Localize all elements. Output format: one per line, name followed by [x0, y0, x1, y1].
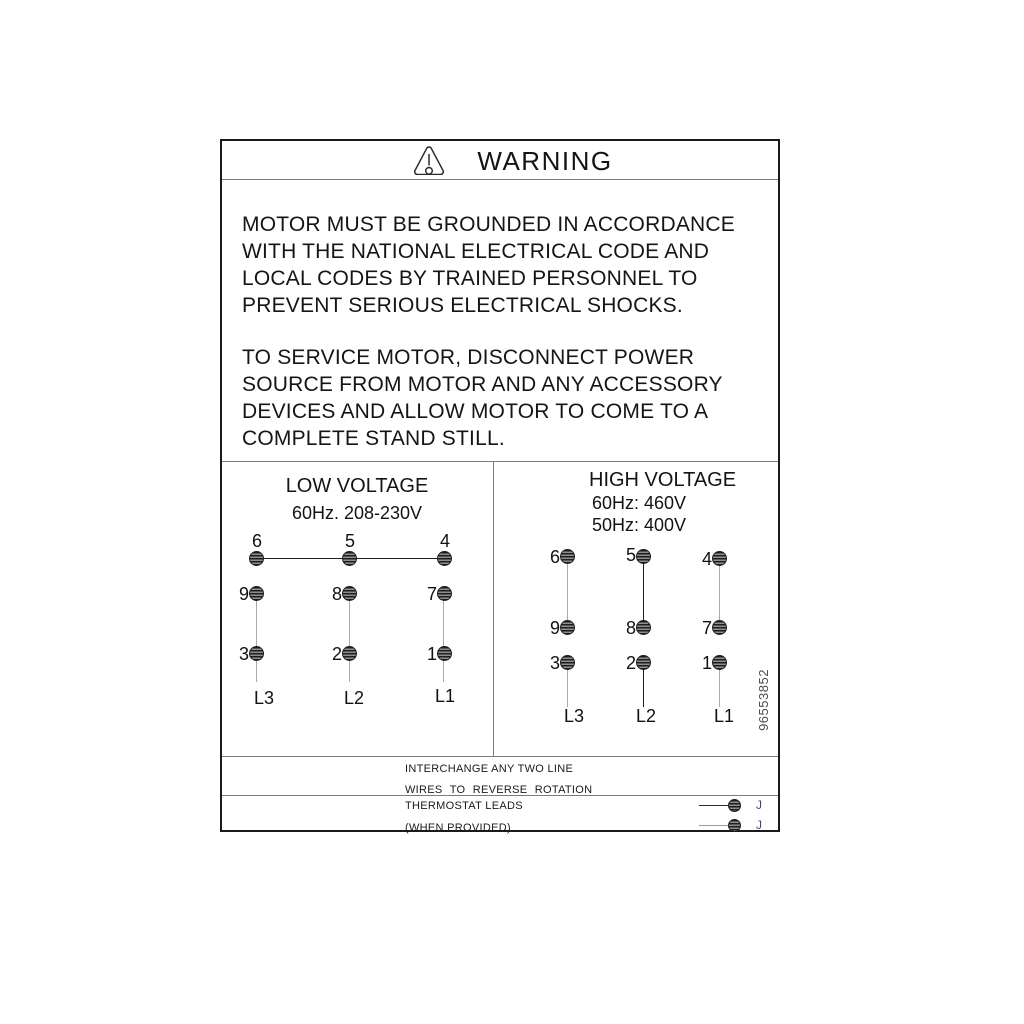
warning-title: WARNING	[477, 146, 613, 176]
hv-line-label: L3	[563, 706, 585, 726]
warning-triangle-icon	[412, 145, 446, 175]
lv-terminal-number: 6	[251, 531, 262, 551]
warning-text-line: LOCAL CODES BY TRAINED PERSONNEL TO	[242, 267, 698, 290]
high-voltage-subtitle-60hz: 60Hz: 460V	[592, 493, 687, 513]
thermostat-lead-label: J	[756, 798, 762, 812]
warning-text-line: WITH THE NATIONAL ELECTRICAL CODE AND	[242, 240, 710, 263]
voltage-panel-divider	[493, 461, 494, 756]
lv-line-label: L2	[343, 688, 365, 708]
terminal-dot	[342, 551, 357, 566]
warning-text-line: TO SERVICE MOTOR, DISCONNECT POWER	[242, 346, 695, 369]
thermostat-lead-wire	[699, 825, 728, 826]
hv-terminal-number: 3	[549, 653, 560, 673]
terminal-dot	[560, 549, 575, 564]
low-voltage-title: LOW VOLTAGE	[285, 475, 429, 497]
hv-terminal-number: 9	[549, 618, 560, 638]
lv-terminal-number: 7	[426, 584, 437, 604]
warning-diagram-divider	[222, 461, 778, 462]
terminal-dot	[560, 620, 575, 635]
thermostat-note-line1: THERMOSTAT LEADS	[405, 800, 523, 812]
motor-warning-label	[220, 139, 780, 832]
lv-terminal-number: 2	[331, 644, 342, 664]
lv-wire-l1	[443, 593, 444, 682]
hv-terminal-number: 5	[625, 545, 636, 565]
thermostat-lead-label: J	[756, 818, 762, 832]
diagram-footer-divider	[222, 756, 778, 757]
part-number: 96553852	[756, 669, 771, 731]
lv-terminal-number: 1	[426, 644, 437, 664]
warning-text-line: COMPLETE STAND STILL.	[242, 427, 505, 450]
terminal-dot	[342, 586, 357, 601]
terminal-dot	[636, 549, 651, 564]
terminal-dot	[712, 655, 727, 670]
lv-line-label: L3	[253, 688, 275, 708]
warning-text-line: PREVENT SERIOUS ELECTRICAL SHOCKS.	[242, 294, 683, 317]
terminal-dot	[712, 551, 727, 566]
low-voltage-subtitle: 60Hz. 208-230V	[291, 503, 423, 523]
lv-terminal-number: 9	[238, 584, 249, 604]
lv-terminal-number: 3	[238, 644, 249, 664]
rotation-note-line2: WIRES TO REVERSE ROTATION	[405, 784, 593, 796]
terminal-dot	[342, 646, 357, 661]
terminal-dot	[249, 551, 264, 566]
lv-terminal-number: 8	[331, 584, 342, 604]
hv-terminal-number: 7	[701, 618, 712, 638]
terminal-dot	[560, 655, 575, 670]
high-voltage-subtitle-50hz: 50Hz: 400V	[592, 515, 687, 535]
lv-terminal-number: 5	[344, 531, 355, 551]
hv-terminal-number: 2	[625, 653, 636, 673]
terminal-dot	[437, 551, 452, 566]
terminal-dot	[712, 620, 727, 635]
warning-text-line: SOURCE FROM MOTOR AND ANY ACCESSORY	[242, 373, 723, 396]
thermostat-lead-dot	[728, 799, 741, 812]
terminal-dot	[437, 646, 452, 661]
high-voltage-title: HIGH VOLTAGE	[589, 469, 737, 491]
terminal-dot	[437, 586, 452, 601]
hv-wire-6-9	[567, 557, 568, 628]
thermostat-lead-wire	[699, 805, 728, 806]
warning-text-line: MOTOR MUST BE GROUNDED IN ACCORDANCE	[242, 213, 735, 236]
hv-line-label: L1	[713, 706, 735, 726]
hv-wire-4-7	[719, 557, 720, 628]
hv-terminal-number: 8	[625, 618, 636, 638]
hv-line-label: L2	[635, 706, 657, 726]
lv-terminal-number: 4	[439, 531, 450, 551]
hv-terminal-number: 1	[701, 653, 712, 673]
hv-wire-5-8	[643, 557, 644, 628]
header-divider	[222, 179, 778, 180]
lv-wire-l3	[256, 593, 257, 682]
rotation-note-line1: INTERCHANGE ANY TWO LINE	[405, 763, 574, 775]
service-warning-paragraph	[242, 344, 723, 452]
terminal-dot	[636, 620, 651, 635]
lv-wire-l2	[349, 593, 350, 682]
warning-text-line: DEVICES AND ALLOW MOTOR TO COME TO A	[242, 400, 709, 423]
hv-terminal-number: 6	[549, 547, 560, 567]
terminal-dot	[249, 586, 264, 601]
terminal-dot	[636, 655, 651, 670]
lv-line-label: L1	[434, 686, 456, 706]
thermostat-note-line2: (WHEN PROVIDED)	[405, 822, 511, 834]
terminal-dot	[249, 646, 264, 661]
thermostat-lead-dot	[728, 819, 741, 832]
hv-terminal-number: 4	[701, 549, 712, 569]
grounding-warning-paragraph	[242, 211, 735, 319]
